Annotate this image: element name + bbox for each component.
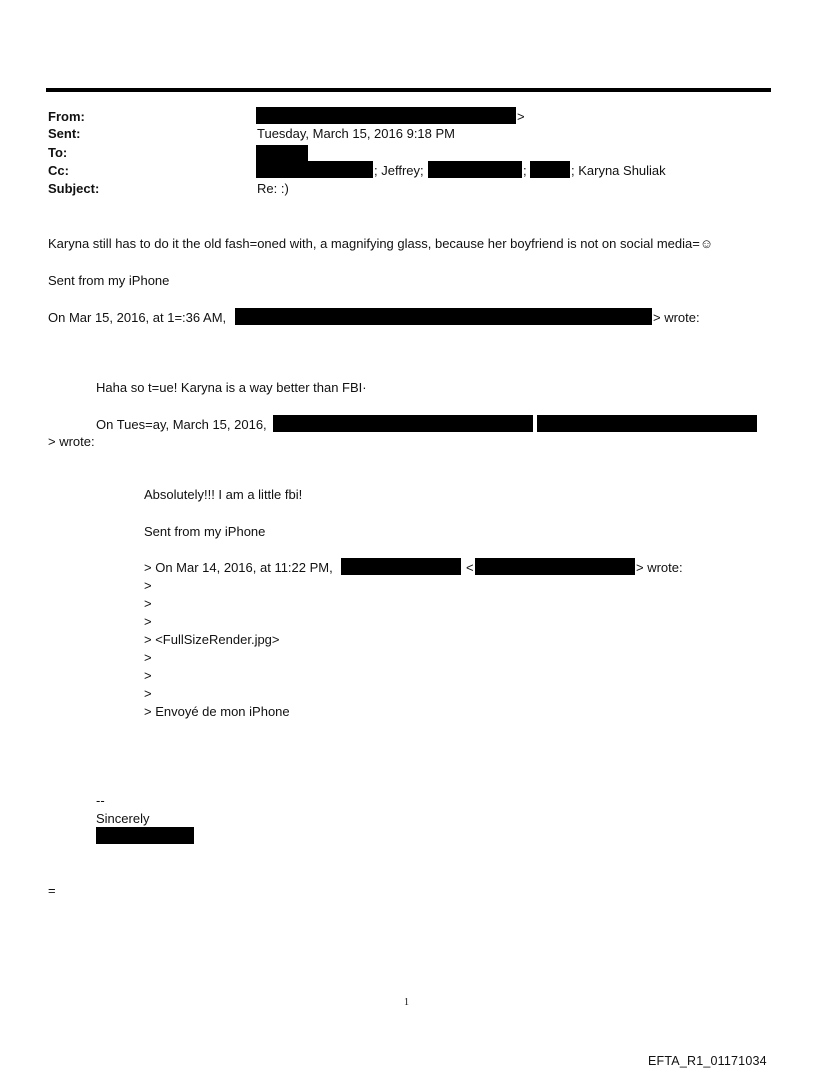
cc-part1: ; Jeffrey; (374, 163, 424, 178)
redaction-signature (96, 827, 194, 844)
redaction-line3-a (235, 308, 289, 325)
cc-part2: ; (523, 163, 527, 178)
to-label: To: (48, 145, 68, 160)
signature-text: Sincerely (96, 811, 150, 826)
quote-gt-4: > (144, 650, 152, 665)
header-rule (46, 88, 771, 92)
quote2-line-3-suffix: > wrote: (636, 560, 683, 575)
redaction-quote1-b (537, 415, 757, 432)
quote-gt-6: > (144, 686, 152, 701)
body-line-1: Karyna still has to do it the old fash=oned with, a magnifying glass, because her boyfriend is not on social media=☺ (48, 236, 714, 251)
redaction-cc-2 (428, 161, 522, 178)
body-line-2: Sent from my iPhone (48, 273, 170, 288)
cc-label: Cc: (48, 163, 69, 178)
quote-gt-3: > (144, 614, 152, 629)
quote2-line-3-mid: < (466, 560, 474, 575)
quote-gt-5: > (144, 668, 152, 683)
redaction-to (256, 145, 308, 161)
quote1-line-2-prefix: On Tues=ay, March 15, 2016, (96, 417, 267, 432)
bates-number: EFTA_R1_01171034 (648, 1054, 767, 1068)
redaction-quote2-b (475, 558, 635, 575)
sent-value: Tuesday, March 15, 2016 9:18 PM (257, 126, 455, 141)
redaction-quote1-a (273, 415, 533, 432)
quote-gt-1: > (144, 578, 152, 593)
redaction-cc-3 (530, 161, 570, 178)
redaction-quote2-a (341, 558, 461, 575)
body-line-3-prefix: On Mar 15, 2016, at 1=:36 AM, (48, 310, 227, 325)
quote1-line-1: Haha so t=ue! Karyna is a way better than FBI· (96, 380, 367, 395)
from-value-suffix: > (517, 109, 525, 124)
quote-gt-2: > (144, 596, 152, 611)
cc-part3: ; Karyna Shuliak (571, 163, 666, 178)
sent-label: Sent: (48, 126, 81, 141)
subject-label: Subject: (48, 181, 100, 196)
redaction-from (256, 107, 516, 124)
signature-dashes: -- (96, 793, 105, 808)
quote1-line-3: > wrote: (48, 434, 95, 449)
quote2-line-3-prefix: > On Mar 14, 2016, at 11:22 PM, (144, 560, 333, 575)
envoye-line: > Envoyé de mon iPhone (144, 704, 290, 719)
page-number: 1 (404, 997, 409, 1008)
subject-value: Re: :) (257, 181, 289, 196)
quote2-line-2: Sent from my iPhone (144, 524, 266, 539)
body-line-3-suffix: > wrote: (653, 310, 700, 325)
trailing-equals: = (48, 883, 56, 898)
attachment-line: > <FullSizeRender.jpg> (144, 632, 280, 647)
redaction-line3-b (289, 308, 652, 325)
redaction-cc-1 (256, 161, 373, 178)
from-label: From: (48, 109, 85, 124)
quote2-line-1: Absolutely!!! I am a little fbi! (144, 487, 303, 502)
